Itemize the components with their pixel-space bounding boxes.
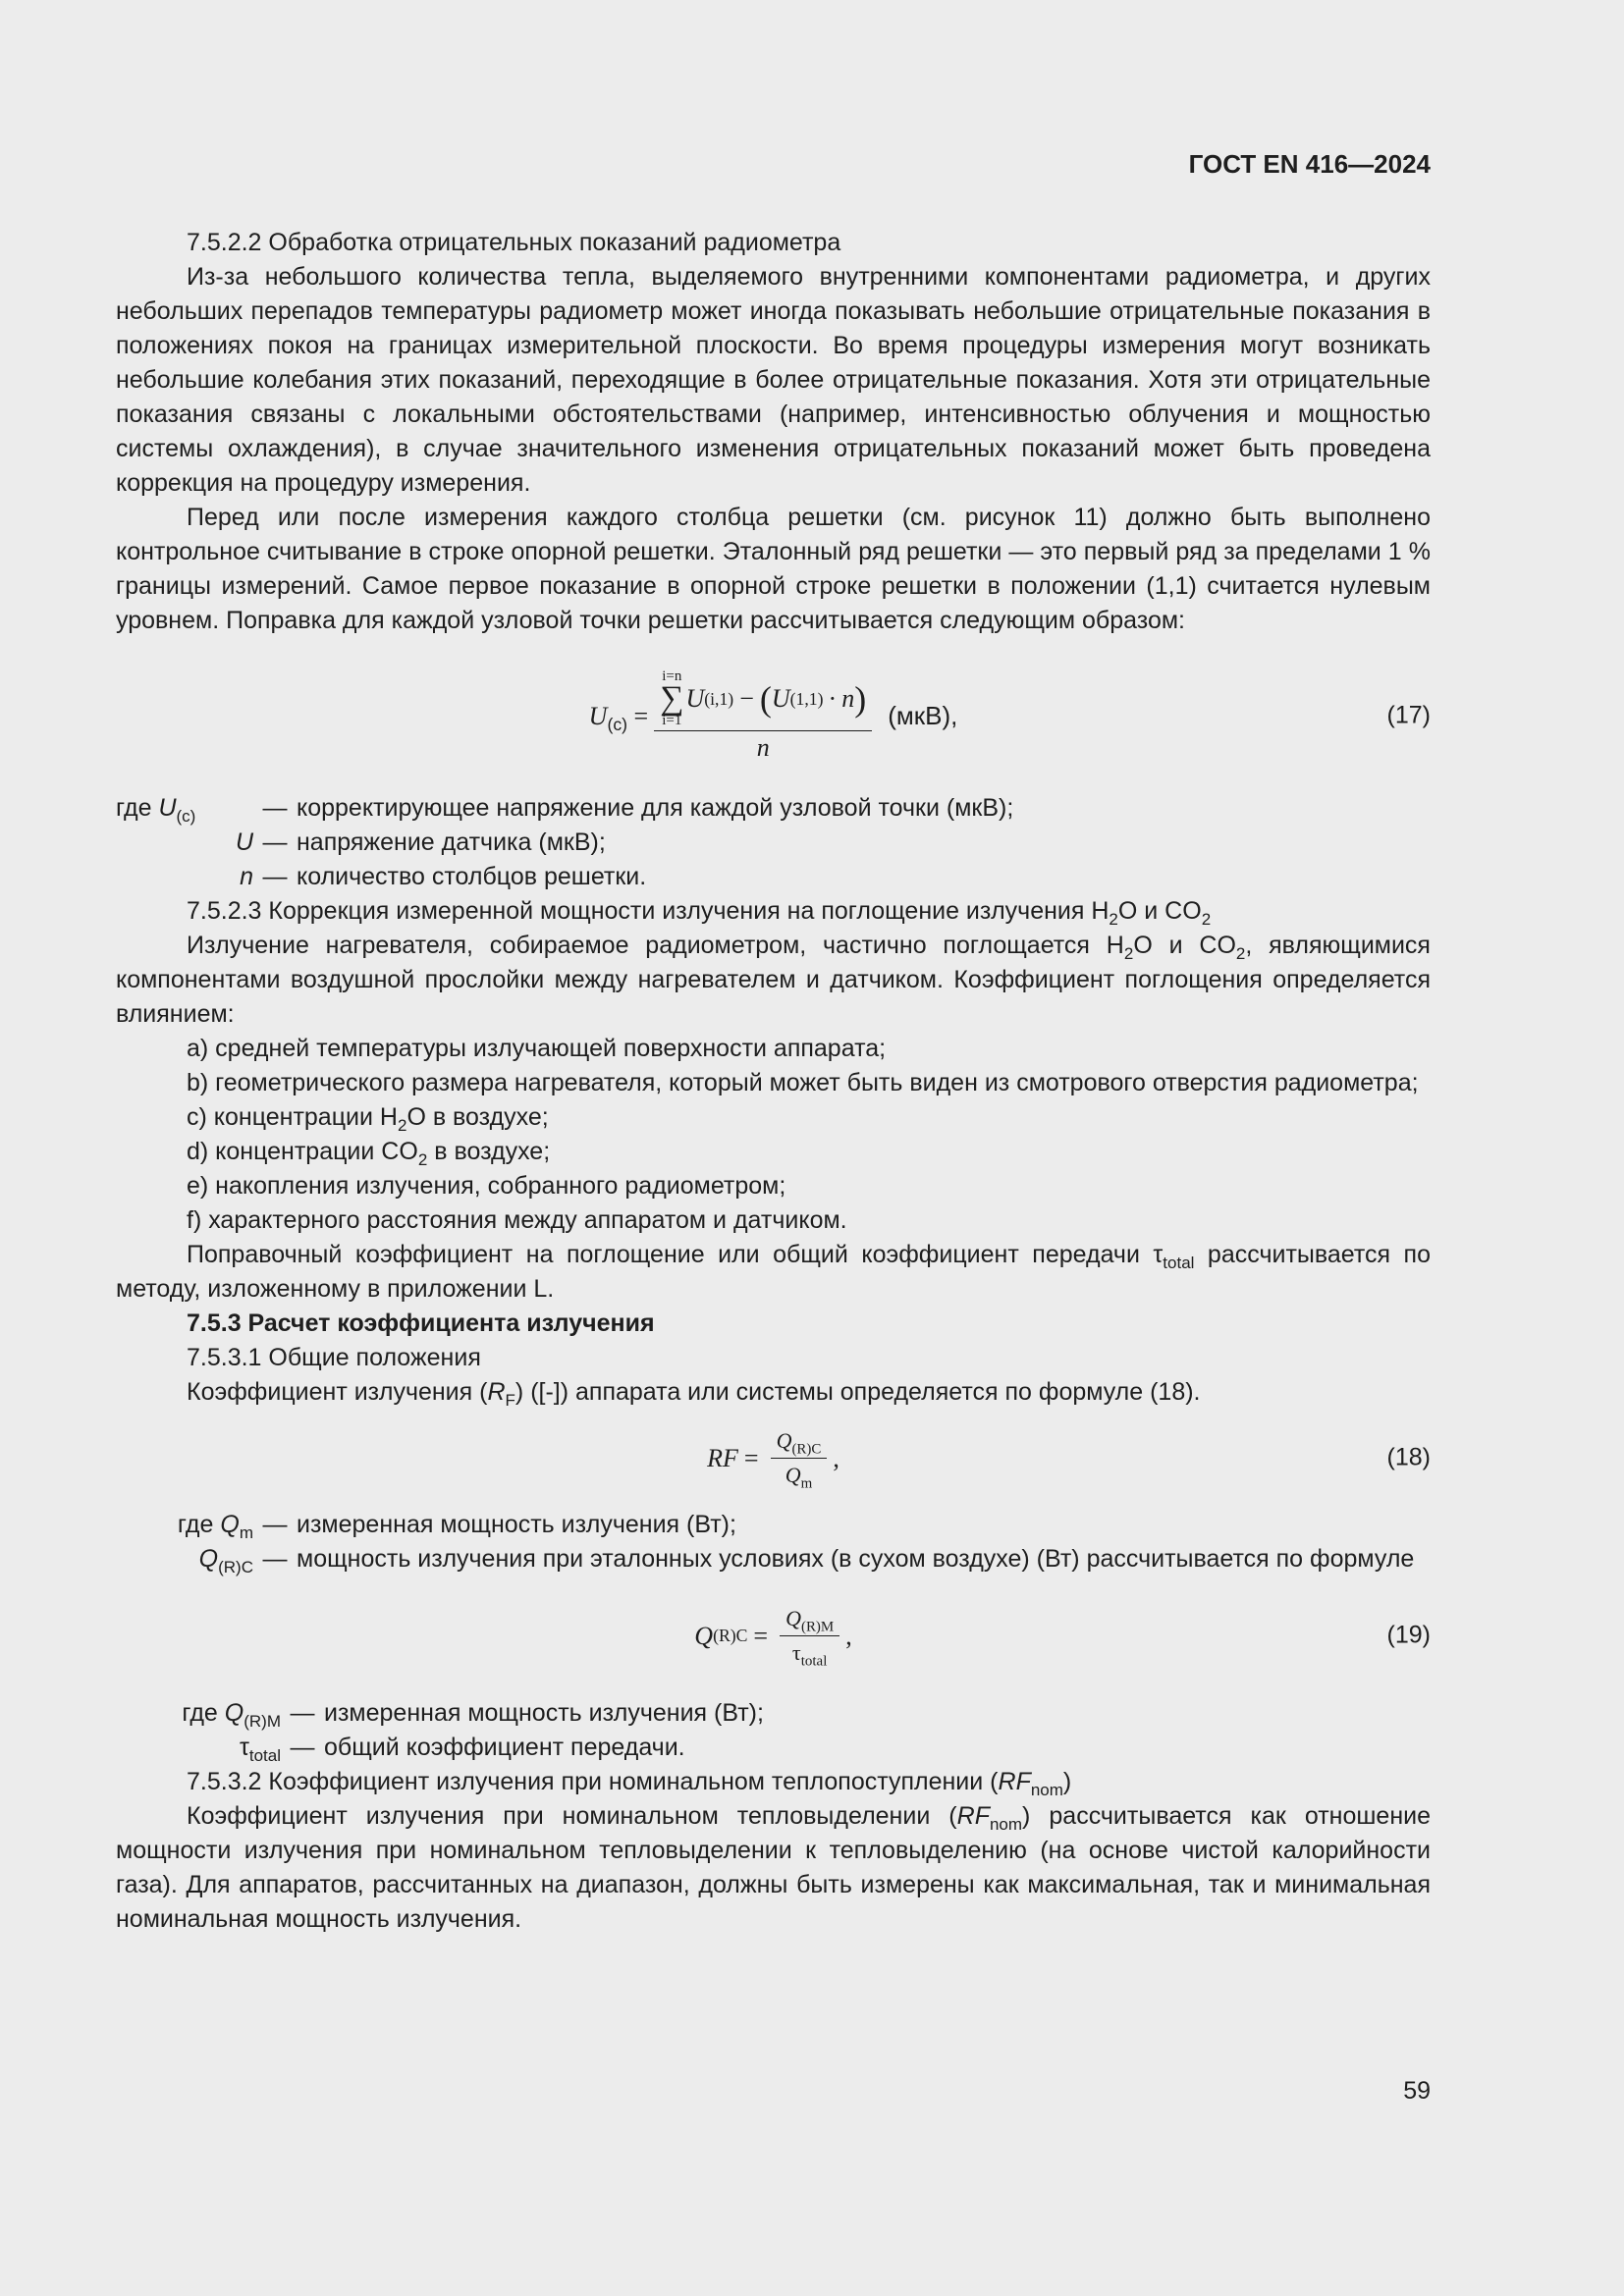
sum-operator: i=n ∑ i=1 <box>660 667 684 728</box>
definition-row: n — количество столбцов решетки. <box>240 863 647 890</box>
section-heading-7-5-3-1: 7.5.3.1 Общие положения <box>187 1344 481 1371</box>
document-header: ГОСТ EN 416—2024 <box>1188 149 1431 179</box>
list-item: a) средней температуры излучающей поверхности аппарата; <box>187 1035 887 1062</box>
formula-fraction: i=n ∑ i=1 U (i,1) − ( U (1,1) · n ) n <box>654 669 872 763</box>
formula-number: (17) <box>1386 701 1431 729</box>
list-item: e) накопления излучения, собранного радиометром; <box>187 1172 786 1200</box>
list-item: f) характерного расстояния между аппаратом и датчиком. <box>187 1206 847 1234</box>
section-heading-7-5-3-2: 7.5.3.2 Коэффициент излучения при номинальном теплопоступлении $(RF_{nom})$ <box>187 1768 1072 1799</box>
formula-lhs: $U_{(c)}$ = <box>588 701 649 734</box>
document-body <box>116 226 1431 1937</box>
paragraph: Из-за небольшого количества тепла, выделяемого внутренними компонентами радиометра, и других небольших перепадов температуры радиометр может иногда показывать небольшие отрицательные показания в положениях покоя на границах измерительной плоскости. Во время процедуры измерения могут возникать небольшие колебания этих показаний, переходящие в более отрицательные показания. Хотя эти отрицательные показания связаны с локальными обстоятельствами (например, интенсивностью облучения и мощностью системы охлаждения), в случае значительного изменения отрицательных показаний может быть проведена коррекция на процедуру измерения. <box>116 263 1431 497</box>
paragraph: Поправочный коэффициент на поглощение или общий коэффициент передачи $\tau_{total}$ рассчитывается по методу, изложенному в приложении L. <box>116 1241 1431 1303</box>
list-item: c) концентрации $H_2O$ в воздухе; <box>187 1103 549 1135</box>
formula-number: (19) <box>1386 1621 1431 1649</box>
paragraph: Перед или после измерения каждого столбца решетки (см. рисунок 11) должно быть выполнено контрольное считывание в строке опорной решетки. Эталонный ряд решетки — это первый ряд за пределами 1 % границы измерений. Самое первое показание в опорной строке решетки в положении (1,1) считается нулевым уровнем. Поправка для каждой узловой точки решетки рассчитывается следующим образом: <box>116 504 1431 634</box>
list-item: d) концентрации $CO_2$ в воздухе; <box>187 1138 551 1169</box>
definition-row: где $Q_{(R)M}$ — измеренная мощность излучения (Вт); <box>182 1699 764 1731</box>
paragraph: Коэффициент излучения при номинальном тепловыделении $(RF_{nom})$ рассчитывается как отношение мощности излучения при номинальном тепловыделении к тепловыделению (на основе чистой калорийности газа). Для аппаратов, рассчитанных на диапазон, должны быть измерены как максимальная, так и минимальная номинальная мощность излучения. <box>116 1802 1432 1933</box>
definitions-list <box>116 1508 1431 1576</box>
section-heading-7-5-2-3: 7.5.2.3 Коррекция измеренной мощности излучения на поглощение излучения $H_2O$ и $CO_2$ <box>187 897 1212 929</box>
page-number: 59 <box>1403 2077 1431 2105</box>
definition-row: $Q_{(R)C}$ — мощность излучения при эталонных условиях (в сухом воздухе) (Вт) рассчитывается по формуле <box>198 1545 1415 1576</box>
section-heading-7-5-2-2: 7.5.2.2 Обработка отрицательных показаний радиометра <box>187 229 841 256</box>
definitions-list <box>116 791 1431 894</box>
formula-fraction: $\frac{Q_{(R)M}}{\tau_{total}}$ <box>780 1604 839 1668</box>
definition-row: U — напряжение датчика (мкВ); <box>235 828 606 856</box>
definitions-list <box>116 1696 1431 1765</box>
formula-17: $U_{(c)}$ = i=n ∑ i=1 U (i,1) − ( U (1,1) · n ) n (мкВ), (17) <box>588 667 1431 762</box>
section-heading-7-5-3: 7.5.3 Расчет коэффициента излучения <box>187 1309 655 1337</box>
formula-18: RF = $\frac{Q_{(R)C}}{Q_m}$ , (18) <box>707 1427 1431 1491</box>
paragraph: Излучение нагревателя, собираемое радиометром, частично поглощается $H_2O$ и $CO_2$, являющимися компонентами воздушной прослойки между нагревателем и датчиком. Коэффициент поглощения определяется влиянием: <box>116 932 1431 1028</box>
formula-19: Q (R)C = $\frac{Q_{(R)M}}{\tau_{total}}$ , (19) <box>694 1605 1431 1669</box>
definition-row: $\tau_{total}$ — общий коэффициент передачи. <box>239 1734 685 1765</box>
list-item: b) геометрического размера нагревателя, который может быть виден из смотрового отверстия радиометра; <box>187 1069 1419 1096</box>
paragraph: Коэффициент излучения $(R_F)$ ([-]) аппарата или системы определяется по формуле (18). <box>187 1378 1201 1410</box>
formula-fraction: $\frac{Q_{(R)C}}{Q_m}$ <box>771 1426 828 1490</box>
formula-number: (18) <box>1386 1443 1431 1471</box>
definition-row: где $U_{(c)}$ — корректирующее напряжение для каждой узловой точки (мкВ); <box>116 794 1014 826</box>
definition-row: где $Q_m$ — измеренная мощность излучения (Вт); <box>177 1511 736 1542</box>
